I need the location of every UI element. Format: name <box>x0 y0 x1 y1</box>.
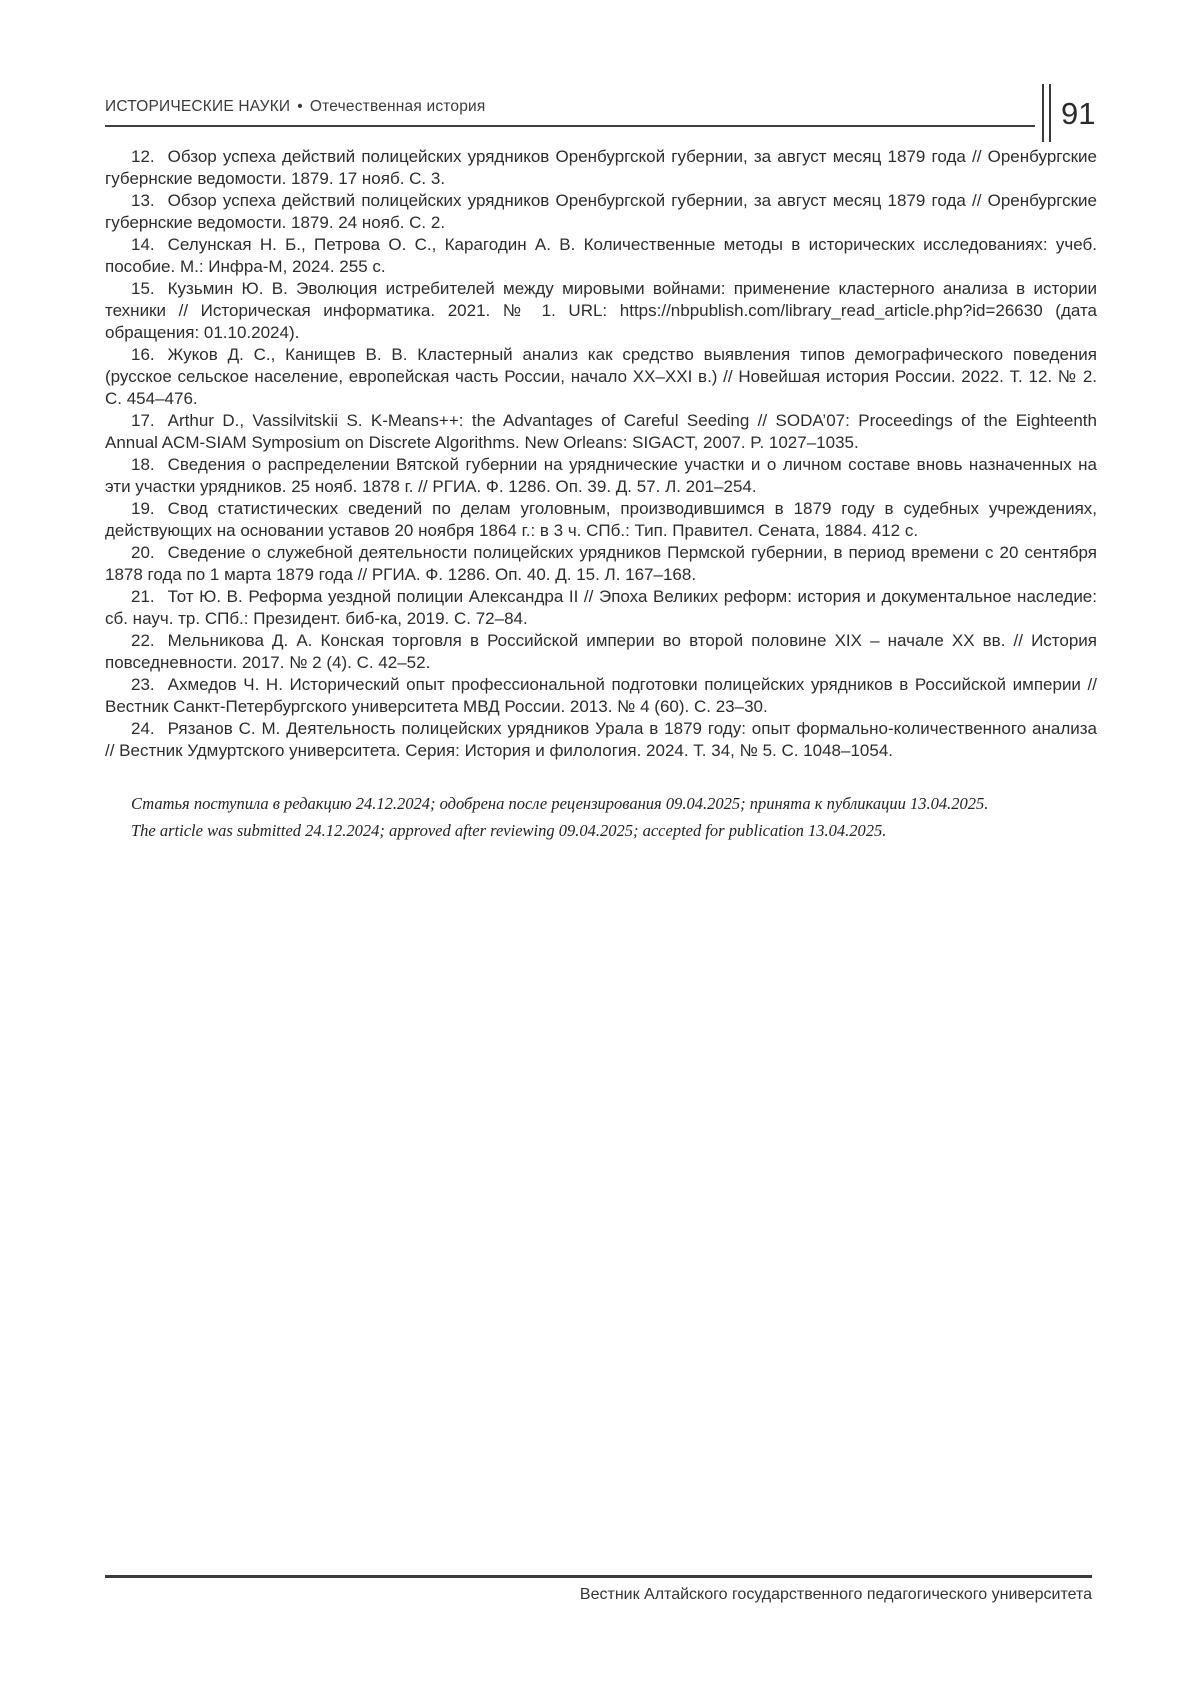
reference-text: Arthur D., Vassilvitskii S. K-Means++: the Advantages of Careful Seeding // SODA’07: Proceedings of the Eighteenth Annual ACM-SIAM Symposium on Discrete Algorithms. New Orleans: SIGACT, 2007. P. 1027–1035. <box>105 411 1097 452</box>
journal-title: Вестник Алтайского государственного педагогического университета <box>579 1586 1092 1603</box>
reference-item <box>105 410 1097 454</box>
reference-item <box>105 586 1097 630</box>
reference-number: 16. <box>131 345 155 364</box>
page-number-block <box>1042 84 1095 142</box>
reference-text: Свод статистических сведений по делам уголовным, производившимся в 1879 году в судебных учреждениях, действующих на основании уставов 20 ноября 1864 г.: в 3 ч. СПб.: Тип. Правител. Сената, 1884. 412 с. <box>105 499 1097 540</box>
reference-text: Кузьмин Ю. В. Эволюция истребителей между мировыми войнами: применение кластерного анализа в истории техники // Историческая информатика. 2021. № 1. URL: https://nbpublish.com/library_read_article.php?id=26630 (дата обращения: 01.10.2024). <box>105 279 1097 342</box>
reference-item <box>105 674 1097 718</box>
reference-text: Обзор успеха действий полицейских урядников Оренбургской губернии, за август месяц 1879 года // Оренбургские губернские ведомости. 1879. 17 нояб. С. 3. <box>105 147 1097 188</box>
submission-note-en: The article was submitted 24.12.2024; approved after reviewing 09.04.2025; accepted for publication 13.04.2025. <box>131 821 887 840</box>
reference-number: 13. <box>131 191 155 210</box>
submission-note-ru: Статья поступила в редакцию 24.12.2024; одобрена после рецензирования 09.04.2025; принята к публикации 13.04.2025. <box>131 794 989 813</box>
reference-number: 23. <box>131 675 155 694</box>
reference-number: 18. <box>131 455 155 474</box>
reference-item <box>105 630 1097 674</box>
double-bar-ornament <box>1042 84 1051 142</box>
reference-number: 12. <box>131 147 155 166</box>
reference-text: Жуков Д. С., Канищев В. В. Кластерный анализ как средство выявления типов демографического поведения (русское сельское население, европейская часть России, начало XX–XXI в.) // Новейшая история России. 2022. Т. 12. № 2. С. 454–476. <box>105 345 1097 408</box>
header-rule <box>105 125 1035 127</box>
footer-rule <box>105 1575 1092 1578</box>
reference-item <box>105 344 1097 410</box>
reference-text: Обзор успеха действий полицейских урядников Оренбургской губернии, за август месяц 1879 года // Оренбургские губернские ведомости. 1879. 24 нояб. С. 2. <box>105 191 1097 232</box>
bullet-separator: • <box>297 98 303 115</box>
reference-item <box>105 542 1097 586</box>
reference-item <box>105 146 1097 190</box>
reference-item <box>105 718 1097 762</box>
section-title: ИСТОРИЧЕСКИЕ НАУКИ <box>105 98 291 115</box>
reference-number: 21. <box>131 587 155 606</box>
reference-number: 20. <box>131 543 155 562</box>
reference-text: Тот Ю. В. Реформа уездной полиции Александра II // Эпоха Великих реформ: история и документальное наследие: сб. науч. тр. СПб.: Президент. биб-ка, 2019. С. 72–84. <box>105 587 1097 628</box>
page-footer <box>105 1575 1092 1604</box>
reference-item <box>105 190 1097 234</box>
reference-text: Рязанов С. М. Деятельность полицейских урядников Урала в 1879 году: опыт формально-количественного анализа // Вестник Удмуртского университета. Серия: История и филология. 2024. Т. 34, № 5. С. 1048–1054. <box>105 719 1097 760</box>
section-heading <box>105 98 1035 116</box>
reference-item <box>105 278 1097 344</box>
reference-text: Мельникова Д. А. Конская торговля в Российской империи во второй половине XIX – начале XX вв. // История повседневности. 2017. № 2 (4). С. 42–52. <box>105 631 1097 672</box>
reference-number: 19. <box>131 499 155 518</box>
reference-number: 15. <box>131 279 155 298</box>
reference-text: Сведение о служебной деятельности полицейских урядников Пермской губернии, в период времени с 20 сентября 1878 года по 1 марта 1879 года // РГИА. Ф. 1286. Оп. 40. Д. 15. Л. 167–168. <box>105 543 1097 584</box>
references-list <box>105 146 1097 762</box>
reference-text: Ахмедов Ч. Н. Исторический опыт профессиональной подготовки полицейских урядников в Российской империи // Вестник Санкт-Петербургского университета МВД России. 2013. № 4 (60). С. 23–30. <box>105 675 1097 716</box>
page-header <box>105 98 1035 127</box>
reference-number: 24. <box>131 719 155 738</box>
reference-item <box>105 454 1097 498</box>
reference-item <box>105 234 1097 278</box>
reference-item <box>105 498 1097 542</box>
reference-number: 17. <box>131 411 155 430</box>
reference-number: 14. <box>131 235 155 254</box>
reference-text: Сведения о распределении Вятской губернии на уряднические участки и о личном составе вновь назначенных на эти участки урядников. 25 нояб. 1878 г. // РГИА. Ф. 1286. Оп. 39. Д. 57. Л. 201–254. <box>105 455 1097 496</box>
page-number: 91 <box>1061 95 1096 131</box>
submission-note <box>105 790 1097 844</box>
reference-text: Селунская Н. Б., Петрова О. С., Карагодин А. В. Количественные методы в исторических исследованиях: учеб. пособие. М.: Инфра-М, 2024. 255 с. <box>105 235 1097 276</box>
subsection-title: Отечественная история <box>309 98 486 115</box>
reference-number: 22. <box>131 631 155 650</box>
